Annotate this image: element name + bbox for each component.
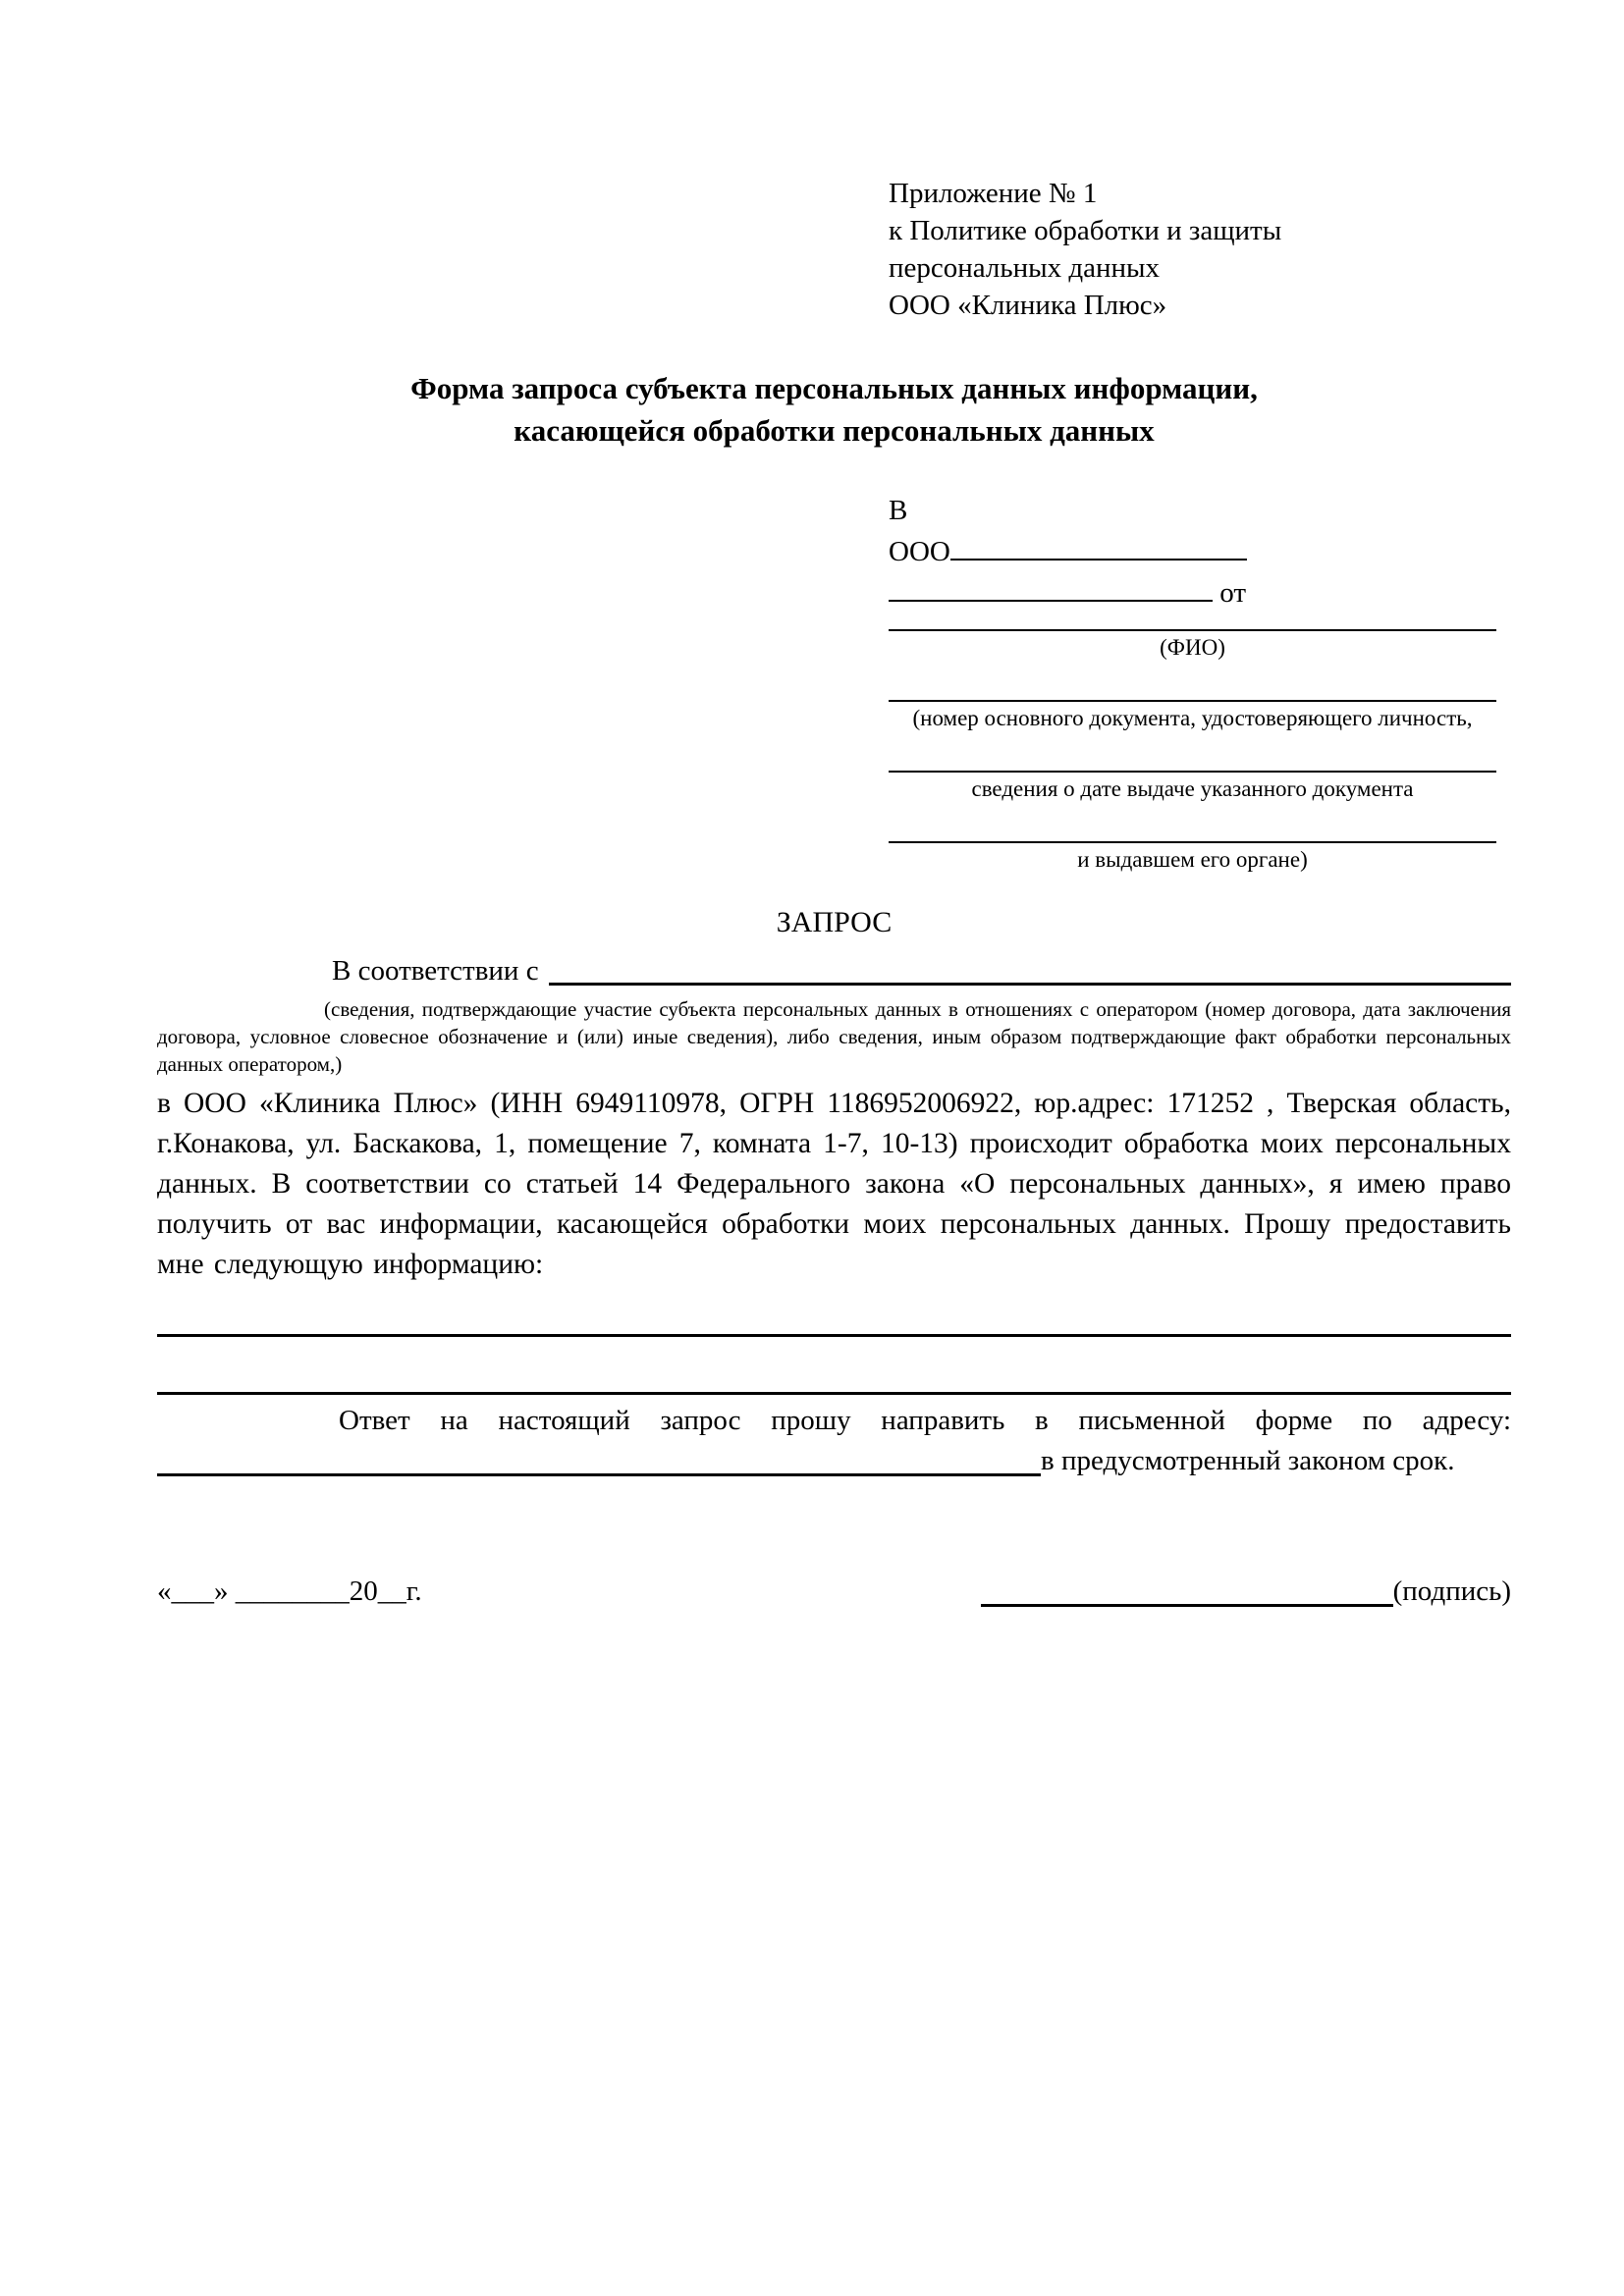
annex-header-line: к Политике обработки и защиты bbox=[889, 215, 1282, 246]
date-signature-row bbox=[157, 1572, 1511, 1612]
page-title-line: касающейся обработки персональных данных bbox=[514, 413, 1155, 448]
reply-suffix: в предусмотренный законом срок. bbox=[1041, 1445, 1455, 1476]
recipient-from-label: от bbox=[1219, 577, 1247, 609]
reply-request-paragraph: Ответ на настоящий запрос прошу направить в письменной форме по адресу: bbox=[339, 1405, 1511, 1436]
recipient-block bbox=[889, 491, 1496, 873]
recipient-from-row bbox=[889, 572, 1496, 614]
signature-caption: (подпись) bbox=[1392, 1575, 1511, 1607]
recipient-to-label: В bbox=[889, 495, 908, 526]
fio-blank-line bbox=[889, 629, 1496, 631]
org-name-blank-line bbox=[950, 531, 1247, 561]
request-heading: ЗАПРОС bbox=[776, 906, 893, 938]
intro-footnote: (сведения, подтверждающие участие субъекта персональных данных в отношениях с оператором (номер договора, дата заключения договора, условное словесное обозначение и (или) иные сведения), либо сведения, иным образом подтверждающие факт обработки персональных данных оператором,) bbox=[157, 997, 1511, 1076]
signature-blank-line bbox=[981, 1604, 1393, 1607]
request-intro-label: В соответствии с bbox=[332, 955, 539, 987]
doc-number-caption: (номер основного документа, удостоверяющего личность, bbox=[912, 706, 1473, 730]
annex-header-line: ООО «Клиника Плюс» bbox=[889, 290, 1167, 321]
doc-number-blank-line bbox=[889, 700, 1496, 702]
request-body-paragraph: в ООО «Клиника Плюс» (ИНН 6949110978, ОГРН 1186952006922, юр.адрес: 171252 , Тверская область, г.Конакова, ул. Баскакова, 1, помещение 7, комната 1-7, 10-13) происходит обработка моих персональных данных. В соответствии со статьей 14 Федерального закона «О персональных данных», я имею право получить от вас информации, касающейся обработки моих персональных данных. Прошу предоставить мне следующую информацию: bbox=[157, 1088, 1511, 1280]
issuer-caption: и выдавшем его органе) bbox=[1077, 847, 1308, 872]
info-blank-line-1 bbox=[157, 1334, 1511, 1337]
info-blank-line-2 bbox=[157, 1392, 1511, 1395]
issuer-blank-line bbox=[889, 841, 1496, 843]
basis-blank-line bbox=[549, 951, 1511, 986]
annex-header bbox=[889, 175, 1511, 324]
issue-date-blank-line bbox=[889, 771, 1496, 773]
recipient-org-row bbox=[889, 531, 1496, 572]
org-name-blank-line-2 bbox=[889, 572, 1213, 602]
reply-address-row bbox=[157, 1441, 1511, 1481]
issue-date-caption: сведения о дате выдаче указанного документа bbox=[971, 776, 1414, 801]
date-blank-template: «___» ________20__г. bbox=[157, 1575, 422, 1607]
signature-group bbox=[981, 1572, 1511, 1612]
annex-header-line: персональных данных bbox=[889, 252, 1161, 284]
fio-caption: (ФИО) bbox=[1160, 635, 1225, 660]
request-intro-row bbox=[157, 951, 1511, 991]
page-title-line: Форма запроса субъекта персональных данных информации, bbox=[410, 371, 1258, 405]
address-blank-line bbox=[157, 1441, 1041, 1476]
annex-header-line: Приложение № 1 bbox=[889, 178, 1098, 209]
recipient-org-label: ООО bbox=[889, 536, 950, 567]
page-title bbox=[157, 367, 1511, 452]
